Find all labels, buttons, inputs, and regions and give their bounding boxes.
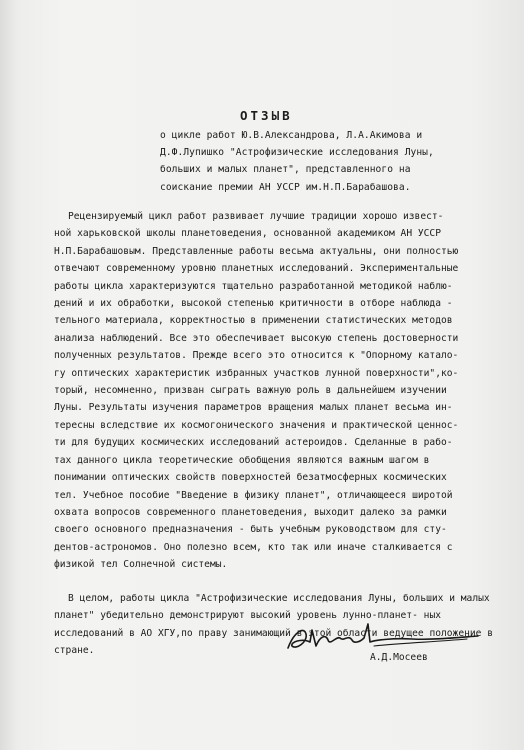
body-line: гу оптических характеристик избранных участков лунной поверхности",ко- xyxy=(54,367,459,379)
body-line: понимании оптических свойств поверхностей безатмосферных космических xyxy=(54,472,447,484)
body-line: дентов-астрономов. Оно полезно всем, кто так или иначе сталкивается с xyxy=(54,541,453,553)
body-line: ти для будущих космических исследований астероидов. Сделанные в рабо- xyxy=(54,437,453,449)
body-line: охвата вопросов современного планетоведения, выходит далеко за рамки xyxy=(54,506,447,518)
document-heading xyxy=(160,127,500,196)
body-line: анализа наблюдений. Все это обеспечивает высокую степень достоверности xyxy=(54,332,459,344)
body-line: тельного материала, корректностью в применении статистических методов xyxy=(54,315,453,327)
body-line: полученных результатов. Прежде всего это относится к "Опорному катало- xyxy=(54,350,459,362)
body-line: отвечают современному уровню планетных исследований. Экспериментальные xyxy=(54,263,459,275)
body-line: Луны. Результаты изучения параметров вращения малых планет весьма ин- xyxy=(54,402,453,414)
closing-line: ных исследований в АО ХГУ,по праву занимающий в этой области ведущее xyxy=(54,610,441,639)
signature-name: А.Д.Мосеев xyxy=(370,652,428,663)
body-line: дений и их обработки, высокой степенью критичности в отборе наблюда - xyxy=(54,298,453,310)
body-line: торый, несомненно, призван сыграть важную роль в дальнейшем изучении xyxy=(54,385,447,397)
review-body xyxy=(54,208,504,574)
body-line: Н.П.Барабашовым. Представленные работы весьма актуальны, они полностью xyxy=(54,245,459,257)
heading-line: соискание премии АН УССР им.Н.П.Барабашова. xyxy=(160,181,411,193)
body-line: своего основного предназначения - быть учебным руководством для сту- xyxy=(54,524,447,536)
body-line: Рецензируемый цикл работ развивает лучшие традиции хорошо извест- xyxy=(68,211,444,222)
body-line: тах данного цикла теоретические обобщения являются важным шагом в xyxy=(54,454,430,466)
heading-line: больших и малых планет", представленного на xyxy=(160,164,411,176)
body-line: тел. Учебное пособие "Введение в физику планет", отличающееся широтой xyxy=(54,489,453,501)
heading-line: о цикле работ Ю.В.Александрова, Л.А.Акимова и xyxy=(160,130,423,141)
body-line: работы цикла характеризуются тщательно разработанной методикой наблю- xyxy=(54,280,453,292)
document-title: ОТЗЫВ xyxy=(240,108,293,123)
body-line: тересны вследствие их космогонического значения и практической ценнос- xyxy=(54,419,459,431)
body-line: физикой тел Солнечной системы. xyxy=(54,559,228,571)
closing-line: и малых планет" убедительно демонстрируют высокий уровень лунно-планет- xyxy=(54,593,490,622)
body-line: ной харьковской школы планетоведения, основанной академиком АН УССР xyxy=(54,228,441,240)
heading-line: Д.Ф.Лупишко "Астрофизические исследования Луны, xyxy=(160,147,434,159)
closing-line: В целом, работы цикла "Астрофизические исследования Луны, больших xyxy=(68,593,444,604)
closing-line: положение в стране. xyxy=(54,627,493,657)
